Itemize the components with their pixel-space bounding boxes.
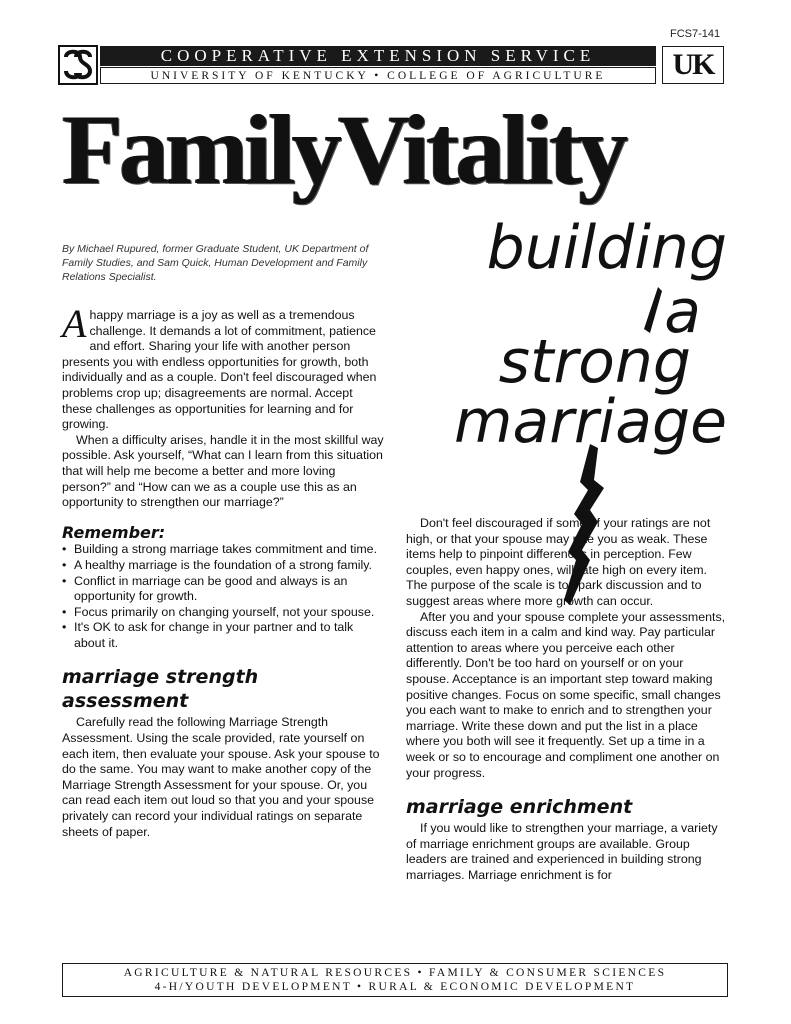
remember-heading: Remember: — [62, 522, 166, 542]
enrichment-paragraph: If you would like to strengthen your marriage, a variety of marriage enrichment groups are available. Group leaders are trained and experienced in building strong marriages. Marriage enrichment is for — [406, 821, 718, 882]
masthead-title: FamilyVitality — [62, 94, 625, 205]
header-subtitle: UNIVERSITY OF KENTUCKY • COLLEGE OF AGRICULTURE — [100, 67, 656, 84]
drop-cap: A — [62, 301, 87, 346]
paragraph-after-assessment: After you and your spouse complete your assessments, discuss each item in a calm and kind way. Pay particular attention to areas where you perceive each other differently. Don't be too hard on yourself or on your spouse. Acceptance is an important step toward making positive changes. Focus on some specific, small changes you each want to make to enrich and to strengthen your marriage. Write these down and put the list in a place where you both will see it frequently. Set up a time in a week or so to encourage and compliment one another on your progress. — [406, 609, 726, 780]
uk-logo: UK — [662, 46, 724, 84]
cooperative-extension-logo-icon — [58, 45, 98, 85]
assessment-paragraph: Carefully read the following Marriage Strength Assessment. Using the scale provided, rate yourself on each item, then evaluate your spouse. Ask your spouse to do the same. You may want to make another copy of the Marriage Strength Assessment for your spouse. Or, you can read each item out loud so that you and your spouse privately can record your individual ratings on separate sheets of paper. — [62, 715, 380, 839]
footer-line-1: AGRICULTURE & NATURAL RESOURCES • FAMILY & CONSUMER SCIENCES — [123, 967, 667, 979]
list-item: • Conflict in marriage can be good and always is an opportunity for growth. — [62, 574, 384, 605]
list-item: • It's OK to ask for change in your partner and to talk about it. — [62, 620, 384, 651]
footer-programs — [62, 963, 728, 997]
title-word-a: a — [664, 277, 701, 347]
title-word-strong: strong — [498, 327, 691, 397]
title-word-building: building — [486, 213, 727, 283]
list-item: • Focus primarily on changing yourself, not your spouse. — [62, 605, 384, 621]
remember-list — [62, 542, 384, 651]
list-item: • A healthy marriage is the foundation of a strong family. — [62, 558, 384, 574]
brush-stroke-icon — [640, 285, 664, 335]
header-title-bar: COOPERATIVE EXTENSION SERVICE — [100, 46, 656, 66]
title-word-marriage: marriage — [454, 387, 727, 457]
enrichment-heading: marriage enrichment — [406, 796, 633, 819]
paragraph-discouraged: Don't feel discouraged if some of your ratings are not high, or that your spouse may rate you as weak. These items help to pinpoint differences in perception. Few couples, even happy ones, will rate high on every item. The purpose of the scale is to spark discussion and to suggest areas where more growth can occur. — [406, 516, 711, 608]
footer-line-2: 4-H/YOUTH DEVELOPMENT • RURAL & ECONOMIC DEVELOPMENT — [154, 981, 636, 993]
byline: By Michael Rupured, former Graduate Student, UK Department of Family Studies, and Sam Quick, Human Development and Family Relations Specialist. — [62, 243, 369, 283]
list-item: • Building a strong marriage takes commitment and time. — [62, 542, 384, 558]
publication-number: FCS7-141 — [670, 28, 721, 40]
intro-paragraph: Ahappy marriage is a joy as well as a tremendous challenge. It demands a lot of commitment, patience and effort. Sharing your life with another person presents you with endless opportunities for growth, both individually and as a couple. Don't feel discouraged when problems crop up; disagreements are normal. Accept these challenges as opportunities for learning and for growing. — [62, 301, 377, 432]
paragraph-difficulty: When a difficulty arises, handle it in the most skillful way possible. Ask yourself, “What can I learn from this situation that will help me become a better and more loving person?” and “How can we as a couple use this as an opportunity to strengthen our marriage?” — [62, 432, 384, 510]
right-column — [406, 516, 728, 883]
assessment-heading: marriage strength assessment — [62, 666, 259, 713]
left-column — [62, 301, 384, 840]
